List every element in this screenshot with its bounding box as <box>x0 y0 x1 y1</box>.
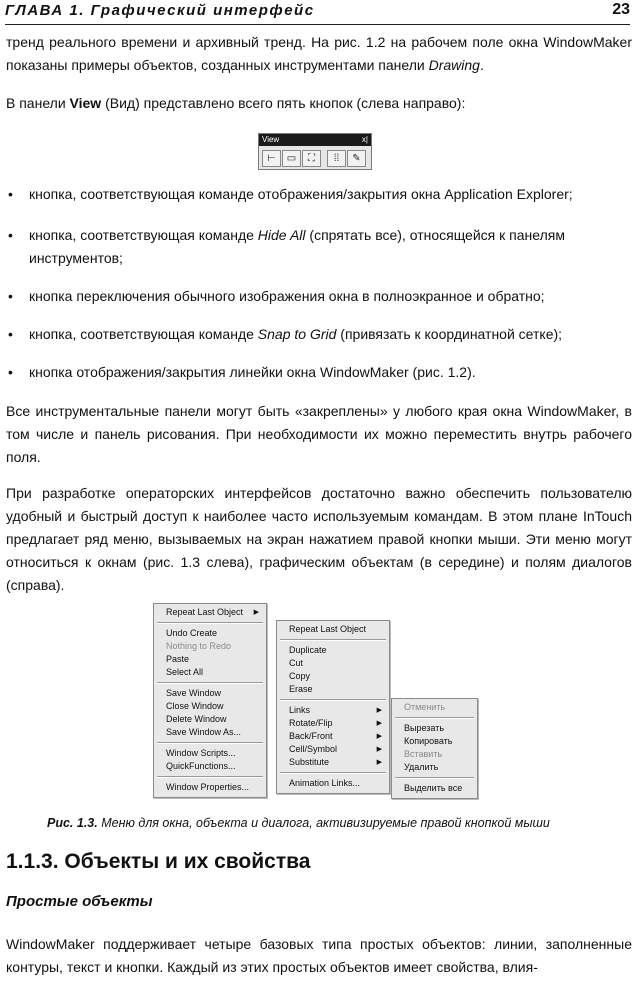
menu-item[interactable] <box>392 722 477 735</box>
menu-item[interactable] <box>154 700 266 713</box>
menu-item-label: Save Window <box>166 688 222 698</box>
dialog-context-menu <box>391 698 478 799</box>
paragraph-5: WindowMaker поддерживает четыре базовых типа простых объектов: линии, заполненные контуры, текст и кнопки. Каждый из этих простых объектов имеет свойства, влия- <box>6 936 632 975</box>
menu-item[interactable] <box>392 782 477 795</box>
menu-item-label: Delete Window <box>166 714 227 724</box>
menu-item[interactable] <box>154 726 266 739</box>
menu-item-label: Erase <box>289 684 313 694</box>
bullet-item: • кнопка переключения обычного изображения окна в полноэкранное и обратно; <box>8 288 545 304</box>
menu-item[interactable] <box>154 713 266 726</box>
page-number: 23 <box>612 1 630 18</box>
menu-item[interactable] <box>392 701 477 714</box>
snap-to-grid-icon[interactable]: ⁞⁞ <box>327 150 346 167</box>
menu-item[interactable] <box>277 730 389 743</box>
menu-item-label: Repeat Last Object <box>289 624 367 634</box>
menu-item-label: Links <box>289 705 311 715</box>
paragraph-4: При разработке операторских интерфейсов достаточно важно обеспечить пользователю удобный и быстрый доступ к наиболее часто используемым командам. В этом плане InTouch предлагает ряд меню, вызываемых на экран нажатием правой кнопки мыши. Эти меню могут относиться к окнам (рис. 1.3 слева), графическим объектам (в середине) и полям диалогов (справа). <box>6 485 632 593</box>
menu-item-label: Close Window <box>166 701 224 711</box>
menu-item-label: Rotate/Flip <box>289 718 333 728</box>
menu-item-label: Back/Front <box>289 731 333 741</box>
bullet-item: • кнопка, соответствующая команде Snap to Grid (привязать к координатной сетке); <box>8 326 563 342</box>
menu-item[interactable] <box>154 606 266 619</box>
close-icon[interactable]: x| <box>361 135 368 144</box>
menu-item[interactable] <box>277 743 389 756</box>
menu-item[interactable] <box>277 644 389 657</box>
application-explorer-icon[interactable]: ⊢ <box>262 150 281 167</box>
view-term: View <box>69 95 102 111</box>
menu-item-label: Cell/Symbol <box>289 744 338 754</box>
subsection-heading: Простые объекты <box>6 893 153 910</box>
menu-item-label: Удалить <box>404 762 439 772</box>
menu-item[interactable] <box>277 756 389 769</box>
bullet-item: • кнопка, соответствующая команде Hide All (спрятать все), относящейся к панелям инструментов; <box>8 227 565 266</box>
drawing-term: Drawing <box>428 57 480 73</box>
fullscreen-icon[interactable]: ⛶ <box>302 150 321 167</box>
menu-item[interactable] <box>277 657 389 670</box>
menu-item-label: Вырезать <box>404 723 445 733</box>
menu-item-label: Nothing to Redo <box>166 641 232 651</box>
menu-item-label: QuickFunctions... <box>166 761 236 771</box>
menu-item[interactable] <box>277 777 389 790</box>
menu-separator <box>280 772 386 774</box>
paragraph-3: Все инструментальные панели могут быть «закреплены» у любого края окна WindowMaker, в том числе и панель рисования. При необходимости их можно переместить внутрь рабочего поля. <box>6 403 632 465</box>
paragraph-2: В панели View (Вид) представлено всего пять кнопок (слева направо): <box>6 95 466 111</box>
menu-item[interactable] <box>154 627 266 640</box>
menu-separator <box>157 742 263 744</box>
ruler-icon[interactable]: ✎ <box>347 150 366 167</box>
figure-label: Рис. 1.3. <box>47 816 98 830</box>
menu-item-label: Отменить <box>404 702 446 712</box>
menu-item[interactable] <box>154 760 266 773</box>
menu-item-label: Select All <box>166 667 204 677</box>
submenu-arrow-icon: ▶ <box>376 720 382 727</box>
menu-separator <box>280 639 386 641</box>
menu-item[interactable] <box>154 781 266 794</box>
bullet-item: • кнопка отображения/закрытия линейки окна WindowMaker (рис. 1.2). <box>8 364 476 380</box>
menu-item-label: Window Scripts... <box>166 748 236 758</box>
menu-item[interactable] <box>154 640 266 653</box>
submenu-arrow-icon: ▶ <box>376 707 382 714</box>
menu-item-label: Copy <box>289 671 311 681</box>
submenu-arrow-icon: ▶ <box>253 609 259 616</box>
bullet-item: • кнопка, соответствующая команде отображения/закрытия окна Application Explorer; <box>8 186 573 202</box>
menu-item[interactable] <box>392 735 477 748</box>
menu-item[interactable] <box>154 666 266 679</box>
menu-item-label: Repeat Last Object <box>166 607 244 617</box>
menu-item[interactable] <box>277 623 389 636</box>
submenu-arrow-icon: ▶ <box>376 759 382 766</box>
menu-item[interactable] <box>277 683 389 696</box>
menu-item[interactable] <box>392 748 477 761</box>
menu-separator <box>157 622 263 624</box>
submenu-arrow-icon: ▶ <box>376 746 382 753</box>
menu-separator <box>280 699 386 701</box>
menu-separator <box>395 717 474 719</box>
submenu-arrow-icon: ▶ <box>376 733 382 740</box>
menu-separator <box>157 776 263 778</box>
menu-item-label: Paste <box>166 654 190 664</box>
menu-separator <box>157 682 263 684</box>
menu-item-label: Animation Links... <box>289 778 361 788</box>
menu-item-label: Save Window As... <box>166 727 242 737</box>
chapter-title: ГЛАВА 1. Графический интерфейс <box>5 2 315 19</box>
menu-item[interactable] <box>154 687 266 700</box>
menu-item[interactable] <box>277 704 389 717</box>
window-context-menu <box>153 603 267 798</box>
view-toolbar-title: View x| <box>259 134 371 146</box>
menu-item-label: Window Properties... <box>166 782 250 792</box>
menu-item[interactable] <box>154 747 266 760</box>
menu-item[interactable] <box>277 670 389 683</box>
menu-item-label: Undo Create <box>166 628 218 638</box>
menu-item-label: Cut <box>289 658 304 668</box>
object-context-menu <box>276 620 390 794</box>
hide-all-icon[interactable]: ▭ <box>282 150 301 167</box>
menu-item-label: Вставить <box>404 749 443 759</box>
menu-item-label: Выделить все <box>404 783 463 793</box>
page-header <box>5 0 630 25</box>
menu-item[interactable] <box>277 717 389 730</box>
menu-item-label: Duplicate <box>289 645 327 655</box>
view-toolbar <box>258 133 372 170</box>
menu-item-label: Substitute <box>289 757 330 767</box>
menu-item[interactable] <box>154 653 266 666</box>
figure-caption: Рис. 1.3. Меню для окна, объекта и диалога, активизируемые правой кнопкой мыши <box>47 816 550 830</box>
menu-separator <box>395 777 474 779</box>
paragraph-1: тренд реального времени и архивный тренд. На рис. 1.2 на рабочем поле окна WindowMaker показаны примеры объектов, созданных инструментами панели Drawing. <box>6 34 632 73</box>
menu-item[interactable] <box>392 761 477 774</box>
section-heading: 1.1.3. Объекты и их свойства <box>6 850 311 873</box>
menu-item-label: Копировать <box>404 736 453 746</box>
